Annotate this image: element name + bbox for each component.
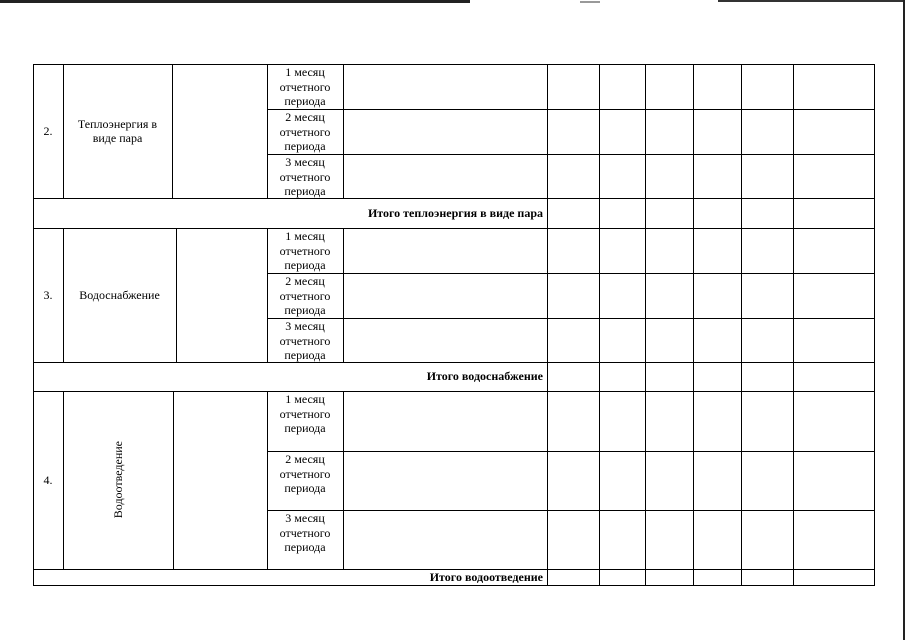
- section-total-row: [33, 362, 548, 391]
- section-name-cell: [63, 64, 172, 198]
- period-label: 3 месяц отчетного периода: [279, 511, 331, 554]
- grid-line: [33, 569, 875, 570]
- section-number: 2.: [43, 123, 53, 138]
- grid-line: [343, 391, 344, 569]
- grid-line: [63, 391, 64, 569]
- period-cell: [267, 109, 343, 154]
- scan-edge-top-right: [718, 0, 905, 2]
- scan-edge-top-left: [0, 0, 470, 3]
- section-total-row: [33, 569, 548, 586]
- grid-line: [267, 228, 268, 362]
- grid-line: [63, 64, 64, 198]
- period-label: 2 месяц отчетного периода: [279, 274, 331, 317]
- section-total-label: Итого водоснабжение: [426, 369, 543, 384]
- grid-line: [267, 391, 268, 569]
- grid-line: [173, 391, 174, 569]
- period-label: 3 месяц отчетного периода: [279, 155, 331, 198]
- period-cell: [267, 228, 343, 273]
- section-number-cell: [33, 391, 63, 569]
- grid-line: [267, 109, 875, 110]
- grid-line: [267, 64, 268, 198]
- period-label: 2 месяц отчетного периода: [279, 110, 331, 153]
- section-name: Водоснабжение: [79, 287, 160, 302]
- grid-line: [267, 451, 875, 452]
- grid-line: [267, 154, 875, 155]
- grid-line: [33, 228, 875, 229]
- period-cell: [267, 273, 343, 318]
- grid-line: [33, 362, 875, 363]
- grid-line: [267, 510, 875, 511]
- grid-line: [547, 64, 548, 586]
- period-cell: [267, 391, 343, 451]
- grid-line: [343, 228, 344, 362]
- section-total-row: [33, 198, 548, 228]
- section-number: 4.: [43, 472, 53, 487]
- grid-line: [343, 64, 344, 198]
- section-number: 3.: [43, 287, 53, 302]
- grid-line: [63, 228, 64, 362]
- grid-line: [693, 64, 694, 586]
- section-name-cell: [63, 228, 176, 362]
- period-label: 1 месяц отчетного периода: [279, 229, 331, 272]
- period-cell: [267, 318, 343, 362]
- grid-line: [176, 228, 177, 362]
- section-total-label: Итого водоотведение: [429, 570, 543, 585]
- period-cell: [267, 64, 343, 109]
- grid-line: [267, 273, 875, 274]
- section-name-cell: [63, 391, 173, 569]
- period-cell: [267, 451, 343, 510]
- grid-line: [599, 64, 600, 586]
- period-label: 1 месяц отчетного периода: [279, 392, 331, 435]
- grid-line: [33, 198, 875, 199]
- period-label: 1 месяц отчетного периода: [279, 65, 331, 108]
- section-number-cell: [33, 228, 63, 362]
- grid-line: [741, 64, 742, 586]
- grid-line: [793, 64, 794, 586]
- grid-line: [33, 391, 875, 392]
- scan-edge-top-mid: [580, 1, 600, 3]
- period-label: 3 месяц отчетного периода: [279, 319, 331, 362]
- section-total-label: Итого теплоэнергия в виде пара: [367, 205, 543, 220]
- section-number-cell: [33, 64, 63, 198]
- grid-line: [172, 64, 173, 198]
- section-name: Водоотведение: [110, 441, 125, 519]
- period-cell: [267, 510, 343, 569]
- period-label: 2 месяц отчетного периода: [279, 452, 331, 495]
- section-name: Теплоэнергия в виде пара: [77, 116, 158, 145]
- grid-line: [645, 64, 646, 586]
- period-cell: [267, 154, 343, 198]
- grid-line: [267, 318, 875, 319]
